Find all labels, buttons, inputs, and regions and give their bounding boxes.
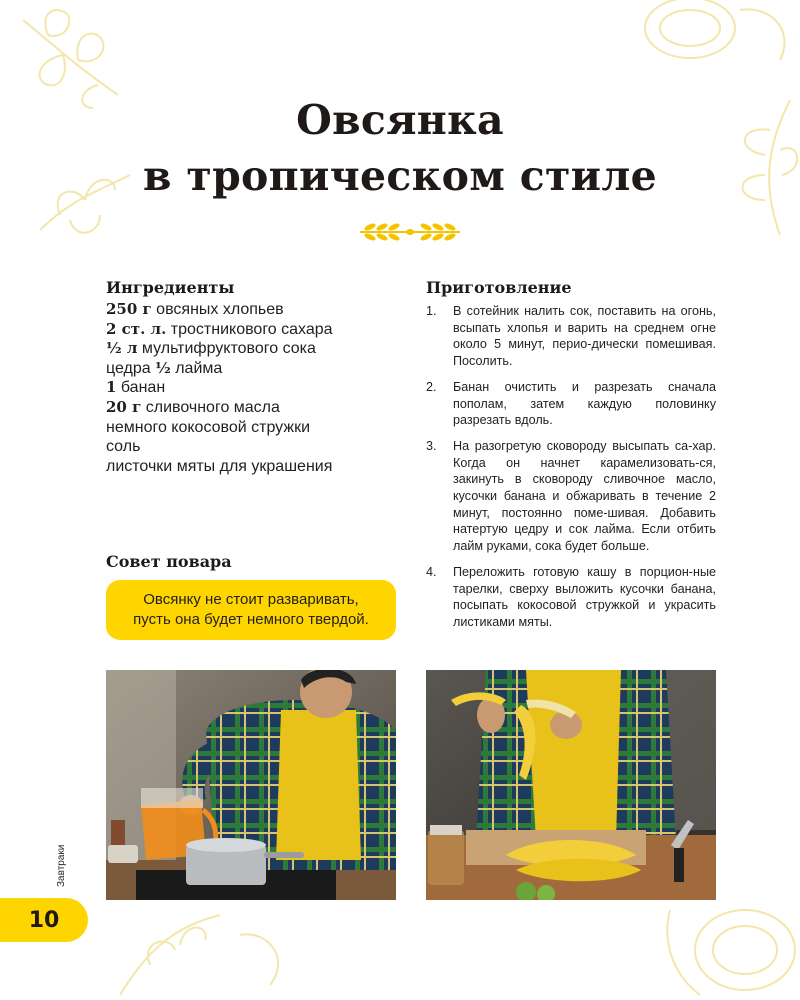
preparation-heading: Приготовление xyxy=(426,278,572,297)
ingredient-item: 2 ст. л. тростникового сахара xyxy=(106,319,333,338)
tip-line: пусть она будет немного твердой. xyxy=(133,611,369,628)
step-item: 2. Банан очистить и разрезать сначала пополам, затем каждую половинку разрезать вдоль. xyxy=(426,379,716,428)
ingredient-item: цедра ½ лайма xyxy=(106,358,223,377)
photo-peeling-banana xyxy=(426,670,716,900)
tip-heading: Совет повара xyxy=(106,552,232,571)
section-label: Завтраки xyxy=(56,844,67,887)
leaf-doodle-icon xyxy=(100,905,300,1000)
tip-box xyxy=(106,580,396,640)
ingredients-heading: Ингредиенты xyxy=(106,278,235,297)
step-item: 1. В сотейник налить сок, поставить на огонь, всыпать хлопья и варить на среднем огне около 5 минут, перио-дически помешивая. Посолить. xyxy=(426,304,716,369)
ingredient-item: листочки мяты для украшения xyxy=(106,457,333,475)
ingredient-item: ½ л мультифруктового сока xyxy=(106,339,316,358)
wheat-ornament-icon xyxy=(358,219,462,245)
ingredient-item: немного кокосовой стружки xyxy=(106,418,310,436)
step-item: 4. Переложить готовую кашу в порцион-ные тарелки, сверху выложить кусочки банана, посыпать кокосовой стружкой и украсить листиками мяты. xyxy=(426,564,716,629)
preparation-steps xyxy=(426,303,716,640)
page-number: 10 xyxy=(28,907,60,933)
photo-pouring-juice xyxy=(106,670,396,900)
step-item: 3. На разогретую сковороду высыпать са-хар. Когда он начнет карамелизовать-ся, закинуть в сковороду сливочное масло, кусочки банана и обжаривать в течение 2 минут, постоянно поме-шивая. Добавить натертую цедру и сок лайма. Если отбить лайм руками, сока будет больше. xyxy=(426,438,716,554)
title-line-2: в тропическом стиле xyxy=(143,152,657,200)
ingredient-item: 250 г овсяных хлопьев xyxy=(106,300,284,318)
ingredients-list xyxy=(106,300,396,476)
page-number-tab xyxy=(0,898,88,942)
ingredient-item: соль xyxy=(106,438,141,456)
tip-line: Овсянку не стоит разваривать, xyxy=(143,591,359,608)
nut-doodle-icon xyxy=(630,0,800,80)
ingredient-item: 20 г сливочного масла xyxy=(106,397,280,416)
page-title xyxy=(0,92,800,204)
title-line-1: Овсянка xyxy=(296,96,504,144)
ingredient-item: 1 банан xyxy=(106,378,166,397)
